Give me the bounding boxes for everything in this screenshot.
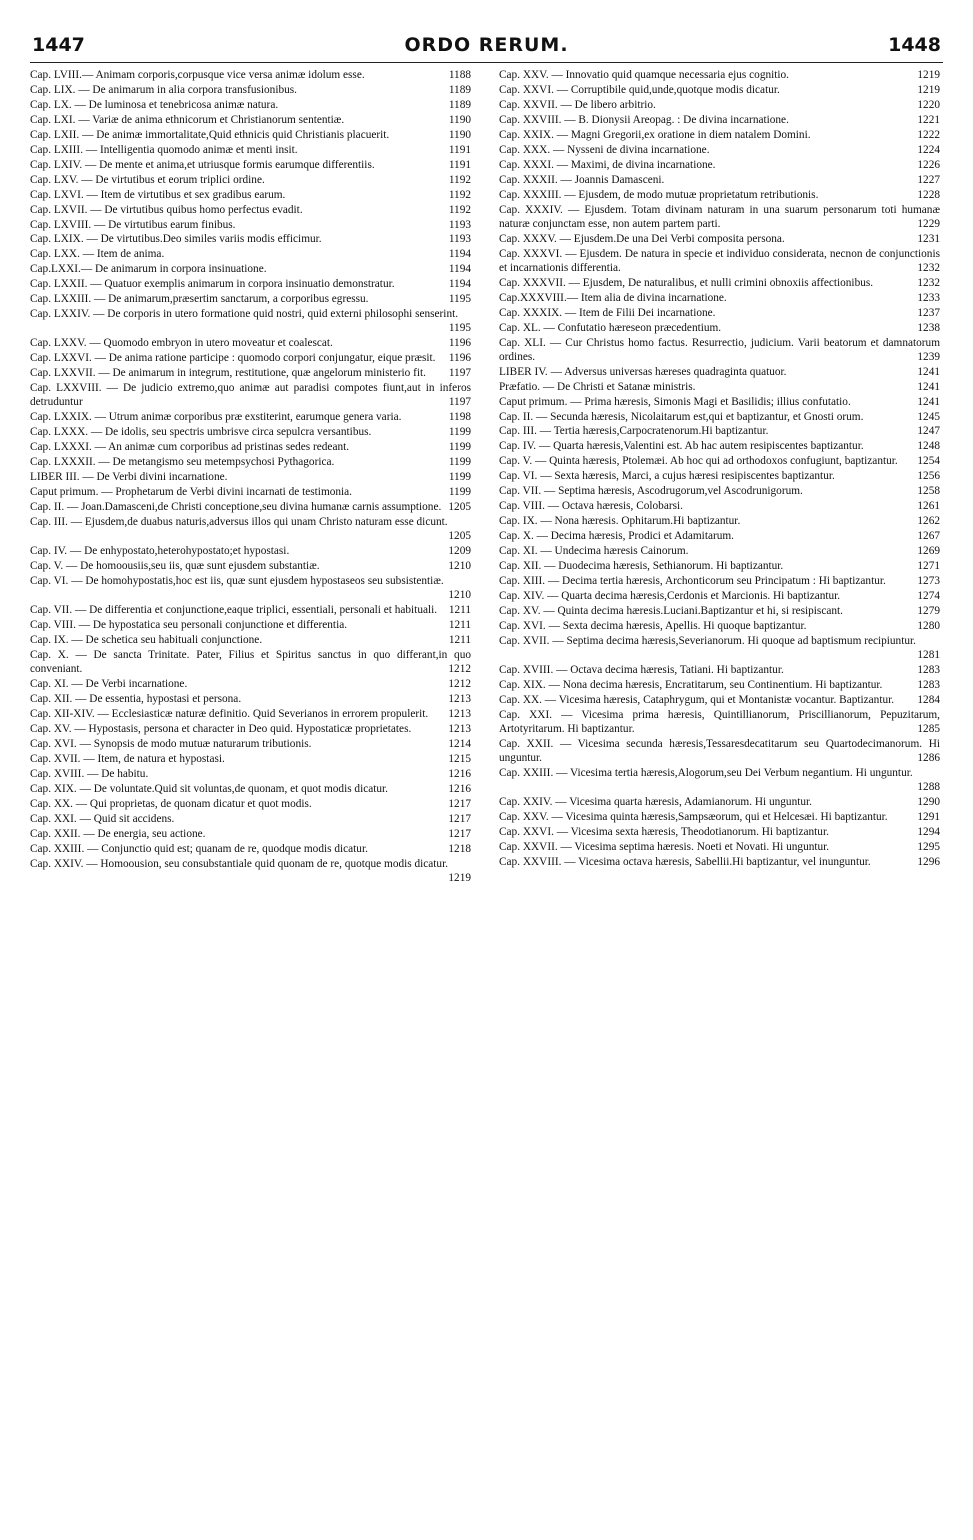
toc-page-number: 1197: [448, 396, 471, 409]
toc-entry: [499, 306, 942, 320]
toc-entry: [499, 321, 942, 335]
toc-entry-text: Cap. XX. — Vicesima hæresis, Cataphrygum, qui et Montanistæ vocantur. Baptizantur.: [499, 693, 895, 706]
toc-entry: [30, 842, 473, 856]
toc-entry: [30, 633, 473, 647]
toc-entry: [499, 634, 942, 662]
toc-entry: [499, 83, 942, 97]
left-column: [30, 68, 473, 886]
toc-entry: [30, 618, 473, 632]
toc-entry: [30, 544, 473, 558]
toc-page-number: 1199: [448, 441, 471, 454]
toc-entry: [499, 484, 942, 498]
toc-entry: [30, 692, 473, 706]
toc-page-number: 1286: [917, 752, 940, 765]
toc-entry-text: Cap. XX. — Qui proprietas, de quonam dicatur et quot modis.: [30, 797, 312, 810]
toc-entry-text: Cap. XXVI. — Vicesima sexta hæresis, Theodotianorum. Hi baptizantur.: [499, 826, 829, 839]
toc-entry-text: Cap. LXIII. — Intelligentia quomodo animæ et menti insit.: [30, 143, 298, 156]
toc-entry-text: Cap. VII. — De differentia et conjunctione,eaque triplici, essentiali, personali et habituali.: [30, 604, 438, 617]
toc-entry-text: Cap. IV. — Quarta hæresis,Valentini est. Ab hac autem resipiscentes baptizantur.: [499, 440, 864, 453]
toc-entry: [499, 143, 942, 157]
toc-entry: [30, 232, 473, 246]
toc-page-number: 1205: [448, 501, 471, 514]
toc-entry: [30, 68, 473, 82]
toc-entry: [30, 128, 473, 142]
page-number-right: 1448: [888, 34, 941, 56]
toc-entry-text: Cap. XXIV. — Vicesima quarta hæresis, Adamianorum. Hi unguntur.: [499, 796, 812, 809]
toc-entry-text: Cap. XXXIII. — Ejusdem, de modo mutuæ proprietatum retributionis.: [499, 188, 819, 201]
toc-entry-text: Cap. XXXVII. — Ejusdem, De naturalibus, et nulli crimini obnoxiis affectionibus.: [499, 276, 874, 289]
toc-entry-text: Cap. XXVII. — Vicesima septima hæresis. Noeti et Novati. Hi unguntur.: [499, 840, 830, 853]
toc-page-number: 1191: [448, 143, 471, 156]
toc-entry: [30, 648, 473, 676]
toc-entry: [30, 218, 473, 232]
toc-page-number: 1267: [917, 530, 940, 543]
toc-entry-text: Cap. LXXVIII. — De judicio extremo,quo animæ aut paradisi compotes fiunt,aut in inferos detruduntur: [30, 382, 471, 409]
toc-entry: [499, 544, 942, 558]
toc-entry-text: Cap. V. — De homoousiis,seu iis, quæ sunt ejusdem substantiæ.: [30, 560, 320, 573]
toc-entry-text: Præfatio. — De Christi et Satanæ ministris.: [499, 380, 696, 393]
toc-entry-text: Cap. IX. — De schetica seu habituali conjunctione.: [30, 634, 263, 647]
toc-entry: [30, 410, 473, 424]
toc-page-number: 1215: [448, 752, 471, 765]
toc-entry-text: Cap. LXXVI. — De anima ratione participe : quomodo corpori conjungatur, eique præsit.: [30, 352, 436, 365]
toc-page-number: 1241: [917, 395, 940, 408]
toc-entry: [30, 277, 473, 291]
toc-page-number: 1281: [917, 648, 940, 661]
toc-page-number: 1245: [917, 410, 940, 423]
toc-page-number: 1248: [917, 440, 940, 453]
toc-entry-text: Cap. XXII. — De energia, seu actione.: [30, 827, 206, 840]
toc-entry: [30, 500, 473, 514]
toc-page-number: 1192: [448, 188, 471, 201]
toc-entry: [30, 247, 473, 261]
toc-entry: [30, 262, 473, 276]
toc-entry: [499, 559, 942, 573]
toc-entry: [30, 677, 473, 691]
toc-entry-text: Cap. XXI. — Vicesima prima hæresis, Quintillianorum, Priscillianorum, Pepuzitarum, Artotyritarum. Hi baptizantur.: [499, 708, 940, 735]
toc-page-number: 1196: [448, 337, 471, 350]
toc-entry: [499, 247, 942, 275]
toc-page-number: 1294: [917, 826, 940, 839]
toc-entry: [499, 188, 942, 202]
toc-page-number: 1274: [917, 589, 940, 602]
toc-entry: [30, 113, 473, 127]
toc-page-number: 1197: [448, 367, 471, 380]
toc-entry-text: Cap. LXXVII. — De animarum in integrum, restitutione, quæ angelorum ministerio fit.: [30, 367, 426, 380]
toc-entry-text: Cap. LXX. — Item de anima.: [30, 248, 165, 261]
toc-entry: [499, 380, 942, 394]
toc-entry-text: Cap. VIII. — De hypostatica seu personali conjunctione et differentia.: [30, 619, 348, 632]
toc-page-number: 1239: [917, 350, 940, 363]
toc-page-number: 1198: [448, 411, 471, 424]
toc-entry-text: Cap. XII. — De essentia, hypostasi et persona.: [30, 693, 242, 706]
toc-entry: [499, 158, 942, 172]
toc-page-number: 1227: [917, 173, 940, 186]
toc-page-number: 1283: [917, 678, 940, 691]
toc-entry: [30, 83, 473, 97]
toc-entry: [30, 827, 473, 841]
toc-entry: [30, 782, 473, 796]
toc-entry: [30, 173, 473, 187]
toc-page-number: 1296: [917, 855, 940, 868]
toc-entry-text: Cap. II. — Secunda hæresis, Nicolaitarum est,qui et baptizantur, et Gnosti orum.: [499, 410, 864, 423]
toc-page-number: 1192: [448, 173, 471, 186]
toc-entry: [499, 574, 942, 588]
toc-entry: [30, 366, 473, 380]
toc-entry-text: Cap. LXXXI. — An animæ cum corporibus ad pristinas sedes redeant.: [30, 441, 350, 454]
toc-page-number: 1194: [448, 278, 471, 291]
toc-entry-text: Cap. LX. — De luminosa et tenebricosa animæ natura.: [30, 98, 279, 111]
toc-entry: [499, 737, 942, 765]
toc-entry-text: Cap. XXXII. — Joannis Damasceni.: [499, 173, 665, 186]
toc-entry: [499, 708, 942, 736]
toc-entry-text: Cap. XXIII. — Vicesima tertia hæresis,Alogorum,seu Dei Verbum negantium. Hi unguntur.: [499, 767, 913, 780]
toc-page-number: 1190: [448, 113, 471, 126]
toc-page-number: 1221: [917, 113, 940, 126]
toc-entry: [30, 98, 473, 112]
toc-page-number: 1211: [448, 619, 471, 632]
toc-entry: [30, 425, 473, 439]
toc-page-number: 1232: [917, 276, 940, 289]
toc-entry-text: Cap. XI. — Undecima hæresis Cainorum.: [499, 545, 689, 558]
toc-page-number: 1238: [917, 321, 940, 334]
toc-page-number: 1210: [448, 589, 471, 602]
toc-entry: [499, 663, 942, 677]
toc-entry-text: Cap. IV. — De enhypostato,heterohypostato;et hypostasi.: [30, 545, 290, 558]
toc-entry: [499, 766, 942, 794]
toc-page-number: 1254: [917, 455, 940, 468]
toc-entry-text: Cap. XXIX. — Magni Gregorii,ex oratione in diem natalem Domini.: [499, 128, 811, 141]
toc-page-number: 1283: [917, 663, 940, 676]
toc-entry-text: Cap. XXX. — Nysseni de divina incarnatione.: [499, 143, 710, 156]
toc-page-number: 1190: [448, 128, 471, 141]
toc-page-number: 1210: [448, 560, 471, 573]
toc-entry-text: Cap. XIX. — Nona decima hæresis, Encratitarum, seu Continentium. Hi baptizantur.: [499, 678, 883, 691]
toc-entry: [499, 589, 942, 603]
toc-page-number: 1216: [448, 767, 471, 780]
toc-entry: [30, 812, 473, 826]
toc-entry: [30, 455, 473, 469]
toc-page-number: 1189: [448, 83, 471, 96]
toc-entry: [30, 158, 473, 172]
toc-entry: [499, 424, 942, 438]
toc-entry: [30, 292, 473, 306]
toc-entry-text: Cap. LXXV. — Quomodo embryon in utero moveatur et coalescat.: [30, 337, 333, 350]
toc-entry-text: Cap. XLI. — Cur Christus homo factus. Resurrectio, judicium. Varii beatorum et damnatorum ordines.: [499, 336, 940, 363]
toc-page-number: 1226: [917, 158, 940, 171]
toc-entry: [499, 276, 942, 290]
toc-entry: [499, 395, 942, 409]
toc-entry: [30, 485, 473, 499]
toc-page-number: 1219: [448, 871, 471, 884]
toc-entry-text: Cap. XIX. — De voluntate.Quid sit voluntas,de quonam, et quot modis dicatur.: [30, 782, 388, 795]
toc-entry-text: Cap. LXV. — De virtutibus et eorum triplici ordine.: [30, 173, 265, 186]
toc-page-number: 1192: [448, 203, 471, 216]
toc-entry-text: Cap. LXVIII. — De virtutibus earum finibus.: [30, 218, 236, 231]
toc-page-number: 1232: [917, 261, 940, 274]
toc-entry-text: Cap. LXIX. — De virtutibus.Deo similes variis modis efficimur.: [30, 233, 322, 246]
toc-entry-text: Cap. XXXIX. — Item de Filii Dei incarnatione.: [499, 306, 716, 319]
toc-entry: [499, 795, 942, 809]
toc-entry-text: Cap. XL. — Confutatio hæreseon præcedentium.: [499, 321, 722, 334]
toc-page-number: 1213: [448, 722, 471, 735]
toc-page-number: 1217: [448, 797, 471, 810]
toc-entry-text: Cap. XXXI. — Maximi, de divina incarnatione.: [499, 158, 716, 171]
toc-page-number: 1269: [917, 545, 940, 558]
toc-page-number: 1241: [917, 365, 940, 378]
toc-entry-text: Cap. LXXIII. — De animarum,præsertim sanctarum, a corporibus egressu.: [30, 293, 369, 306]
toc-page-number: 1189: [448, 98, 471, 111]
toc-page-number: 1233: [917, 291, 940, 304]
toc-page-number: 1237: [917, 306, 940, 319]
toc-entry-text: Cap.XXXVIII.— Item alia de divina incarnatione.: [499, 291, 727, 304]
toc-entry-text: Cap. LXXIX. — Utrum animæ corporibus præ exstiterint, earumque genera varia.: [30, 411, 402, 424]
toc-entry-text: Cap. XXII. — Vicesima secunda hæresis,Tessaresdecatitarum seu Quartodecimanorum. Hi unguntur.: [499, 737, 940, 765]
toc-entry-text: Cap. IX. — Nona hæresis. Ophitarum.Hi baptizantur.: [499, 515, 741, 528]
toc-page-number: 1194: [448, 263, 471, 276]
toc-entry: [30, 203, 473, 217]
toc-page-number: 1271: [917, 560, 940, 573]
toc-page-number: 1211: [448, 604, 471, 617]
toc-entry: [30, 752, 473, 766]
toc-entry: [499, 855, 942, 869]
toc-entry-text: Cap. XXV. — Innovatio quid quamque necessaria ejus cognitio.: [499, 69, 790, 81]
toc-entry: [499, 514, 942, 528]
toc-entry-text: Cap. LXXII. — Quatuor exemplis animarum in corpora insinuatio demonstratur.: [30, 278, 395, 291]
toc-entry: [30, 381, 473, 409]
toc-entry-text: Cap. XXXVI. — Ejusdem. De natura in specie et individuo considerata, necnon de conjunctionis et incarnationis differentia.: [499, 247, 940, 274]
toc-page-number: 1224: [917, 143, 940, 156]
columns: [30, 68, 943, 886]
toc-page-number: 1291: [917, 811, 940, 824]
toc-entry-text: Cap. XVII. — Item, de natura et hypostasi.: [30, 752, 225, 765]
toc-entry-text: LIBER IV. — Adversus universas hæreses quadraginta quatuor.: [499, 365, 787, 378]
toc-page-number: 1229: [917, 217, 940, 230]
toc-entry-text: Cap. X. — Decima hæresis, Prodici et Adamitarum.: [499, 530, 734, 543]
toc-entry: [499, 365, 942, 379]
toc-page-number: 1193: [448, 233, 471, 246]
toc-entry: [30, 440, 473, 454]
toc-entry: [499, 678, 942, 692]
toc-entry: [30, 559, 473, 573]
toc-page-number: 1193: [448, 218, 471, 231]
toc-entry-text: Cap. VI. — Sexta hæresis, Marci, a cujus hæresi resipiscentes baptizantur.: [499, 470, 835, 483]
toc-entry-text: Cap. XVII. — Septima decima hæresis,Severianorum. Hi quoque ad baptismum recipiuntur.: [499, 634, 916, 647]
toc-entry-text: LIBER III. — De Verbi divini incarnatione.: [30, 471, 228, 484]
toc-page-number: 1256: [917, 470, 940, 483]
toc-page-number: 1195: [448, 322, 471, 335]
toc-entry-text: Cap. VIII. — Octava hæresis, Colobarsi.: [499, 500, 683, 513]
toc-page-number: 1199: [448, 471, 471, 484]
toc-entry: [499, 604, 942, 618]
toc-page-number: 1295: [917, 840, 940, 853]
toc-entry-text: Cap. XVIII. — Octava decima hæresis, Tatiani. Hi baptizantur.: [499, 663, 784, 676]
toc-entry-text: Cap. XV. — Quinta decima hæresis.Luciani.Baptizantur et hi, si resipiscant.: [499, 604, 843, 617]
toc-page-number: 1273: [917, 575, 940, 588]
toc-page-number: 1213: [448, 708, 471, 720]
toc-entry-text: Cap. LVIII.— Animam corporis,corpusque vice versa animæ idolum esse.: [30, 69, 365, 81]
toc-entry: [30, 737, 473, 751]
toc-entry-text: Cap. XXVIII. — Vicesima octava hæresis, Sabellii.Hi baptizantur, vel inunguntur.: [499, 855, 871, 868]
toc-page-number: 1262: [917, 515, 940, 528]
toc-entry-text: Cap. XXIII. — Conjunctio quid est; quanam de re, quodque modis dicatur.: [30, 842, 368, 855]
toc-entry-text: Cap. III. — Ejusdem,de duabus naturis,adversus illos qui unam Christo naturam esse dicunt.: [30, 516, 448, 528]
toc-entry: [30, 307, 473, 335]
toc-entry-text: Cap. XXIV. — Homoousion, seu consubstantiale quid quonam de re, quotque modis dicatur.: [30, 857, 449, 870]
toc-entry: [499, 439, 942, 453]
toc-entry: [30, 857, 473, 885]
toc-page-number: 1258: [917, 485, 940, 498]
toc-entry-text: Cap. XVIII. — De habitu.: [30, 767, 149, 780]
toc-entry-text: Cap. LXXIV. — De corporis in utero formatione quid nostri, quid externi philosophi senserint.: [30, 308, 459, 321]
toc-page-number: 1217: [448, 827, 471, 840]
toc-page-number: 1284: [917, 693, 940, 706]
toc-entry-text: Cap. XIII. — Decima tertia hæresis, Archonticorum seu Principatum : Hi baptizantur.: [499, 575, 886, 588]
toc-entry-text: Cap. X. — De sancta Trinitate. Pater, Filius et Spiritus sanctus in quo differant,in quo conveniant.: [30, 648, 471, 676]
toc-entry: [499, 499, 942, 513]
toc-entry: [499, 232, 942, 246]
toc-entry-text: Cap. XXV. — Vicesima quinta hæresis,Sampsæorum, qui et Helcesæi. Hi baptizantur.: [499, 811, 888, 824]
toc-page-number: 1199: [448, 426, 471, 439]
toc-entry-text: Cap. XII. — Duodecima hæresis, Sethianorum. Hi baptizantur.: [499, 560, 784, 573]
toc-entry: [499, 529, 942, 543]
toc-entry-text: Cap. VII. — Septima hæresis, Ascodrugorum,vel Ascodrunigorum.: [499, 485, 803, 498]
toc-page-number: 1279: [917, 604, 940, 617]
toc-entry-text: Cap. II. — Joan.Damasceni,de Christi conceptione,seu divina humanæ carnis assumptione.: [30, 501, 442, 514]
toc-page-number: 1212: [448, 663, 471, 676]
toc-page-number: 1288: [917, 781, 940, 794]
toc-entry-text: Cap. LXII. — De animæ immortalitate,Quid ethnicis quid Christianis placuerit.: [30, 128, 390, 141]
toc-page-number: 1216: [448, 782, 471, 795]
toc-entry-text: Cap. XXXIV. — Ejusdem. Totam divinam naturam in una suarum personarum toti humanæ naturæ conjunctam esse, non autem partem parti.: [499, 203, 940, 230]
toc-page-number: 1209: [448, 545, 471, 558]
toc-entry-text: Cap. XXXV. — Ejusdem.De una Dei Verbi composita persona.: [499, 232, 785, 245]
toc-entry: [30, 351, 473, 365]
toc-page-number: 1231: [917, 232, 940, 245]
toc-entry: [30, 722, 473, 736]
toc-entry: [30, 574, 473, 602]
toc-entry: [30, 470, 473, 484]
page-number-left: 1447: [32, 34, 85, 56]
toc-entry: [499, 173, 942, 187]
toc-page-number: 1191: [448, 158, 471, 171]
toc-entry-text: Cap. XVI. — Synopsis de modo mutuæ naturarum tributionis.: [30, 737, 312, 750]
toc-entry-text: Caput primum. — Prophetarum de Verbi divini incarnati de testimonia.: [30, 486, 353, 499]
toc-entry: [30, 797, 473, 811]
toc-entry: [30, 336, 473, 350]
toc-page-number: 1261: [917, 500, 940, 513]
toc-entry-text: Cap. XXVIII. — B. Dionysii Areopag. : De divina incarnatione.: [499, 113, 789, 126]
toc-entry: [499, 203, 942, 231]
toc-entry: [30, 188, 473, 202]
toc-page-number: 1285: [917, 722, 940, 735]
toc-page-number: 1219: [917, 69, 940, 81]
toc-entry-text: Cap. XII-XIV. — Ecclesiasticæ naturæ definitio. Quid Severianos in errorem propulerit.: [30, 708, 429, 720]
right-column: [499, 68, 942, 886]
toc-entry: [499, 128, 942, 142]
toc-page-number: 1196: [448, 352, 471, 365]
toc-page-number: 1195: [448, 293, 471, 306]
toc-page-number: 1217: [448, 812, 471, 825]
toc-entry: [499, 113, 942, 127]
toc-entry: [30, 707, 473, 721]
toc-entry-text: Cap. XIV. — Quarta decima hæresis,Cerdonis et Marcionis. Hi baptizantur.: [499, 589, 841, 602]
toc-entry: [499, 410, 942, 424]
toc-page-number: 1213: [448, 693, 471, 706]
toc-page-number: 1188: [448, 69, 471, 81]
toc-entry: [30, 603, 473, 617]
toc-page-number: 1218: [448, 842, 471, 855]
page-header: [30, 34, 943, 63]
toc-entry-text: Cap. LIX. — De animarum in alia corpora transfusionibus.: [30, 83, 297, 96]
toc-page-number: 1212: [448, 678, 471, 691]
toc-entry-text: Cap. XXVII. — De libero arbitrio.: [499, 98, 656, 111]
toc-entry: [499, 469, 942, 483]
toc-page-number: 1222: [917, 128, 940, 141]
toc-entry-text: Cap. V. — Quinta hæresis, Ptolemæi. Ab hoc qui ad orthodoxos confugiunt, baptizantur.: [499, 455, 898, 468]
toc-entry-text: Cap. XVI. — Sexta decima hæresis, Apellis. Hi quoque baptizantur.: [499, 619, 807, 632]
toc-entry-text: Cap. XXVI. — Corruptibile quid,unde,quotque modis dicatur.: [499, 83, 780, 96]
toc-entry-text: Caput primum. — Prima hæresis, Simonis Magi et Basilidis; illius confutatio.: [499, 395, 851, 408]
toc-entry-text: Cap. LXVII. — De virtutibus quibus homo perfectus evadit.: [30, 203, 303, 216]
toc-page-number: 1228: [917, 188, 940, 201]
toc-entry: [30, 515, 473, 543]
toc-page-number: 1280: [917, 619, 940, 632]
toc-entry-text: Cap. VI. — De homohypostatis,hoc est iis, quæ sunt ejusdem hypostaseos seu subsistentiæ.: [30, 575, 444, 588]
toc-entry: [499, 693, 942, 707]
toc-page-number: 1247: [917, 425, 940, 438]
toc-entry-text: Cap. III. — Tertia hæresis,Carpocratenorum.Hi baptizantur.: [499, 425, 769, 438]
page-title: ORDO RERUM.: [404, 34, 569, 56]
toc-page-number: 1290: [917, 796, 940, 809]
toc-page-number: 1220: [917, 98, 940, 111]
toc-entry: [499, 291, 942, 305]
toc-page-number: 1241: [917, 380, 940, 393]
toc-entry-text: Cap.LXXI.— De animarum in corpora insinuatione.: [30, 263, 267, 276]
toc-entry: [499, 825, 942, 839]
toc-page-number: 1205: [448, 530, 471, 543]
toc-entry-text: Cap. XXI. — Quid sit accidens.: [30, 812, 175, 825]
toc-page-number: 1199: [448, 486, 471, 499]
toc-entry-text: Cap. XI. — De Verbi incarnatione.: [30, 678, 188, 691]
toc-entry-text: Cap. LXVI. — Item de virtutibus et sex gradibus earum.: [30, 188, 286, 201]
toc-entry: [30, 767, 473, 781]
toc-page-number: 1199: [448, 456, 471, 469]
toc-entry: [499, 98, 942, 112]
toc-entry: [30, 143, 473, 157]
toc-entry: [499, 810, 942, 824]
toc-entry-text: Cap. LXXXII. — De metangismo seu metempsychosi Pythagorica.: [30, 456, 335, 469]
toc-entry: [499, 840, 942, 854]
toc-entry: [499, 336, 942, 364]
toc-entry: [499, 454, 942, 468]
toc-page-number: 1194: [448, 248, 471, 261]
toc-entry-text: Cap. XV. — Hypostasis, persona et character in Deo quid. Hypostaticæ proprietates.: [30, 722, 412, 735]
toc-entry: [499, 619, 942, 633]
toc-entry-text: Cap. LXIV. — De mente et anima,et utriusque formis earumque differentiis.: [30, 158, 375, 171]
toc-entry-text: Cap. LXI. — Variæ de anima ethnicorum et Christianorum sententiæ.: [30, 113, 345, 126]
toc-page-number: 1211: [448, 634, 471, 647]
toc-entry-text: Cap. LXXX. — De idolis, seu spectris umbrisve circa sepulcra versantibus.: [30, 426, 372, 439]
toc-page-number: 1219: [917, 83, 940, 96]
toc-entry: [499, 68, 942, 82]
toc-page-number: 1214: [448, 737, 471, 750]
